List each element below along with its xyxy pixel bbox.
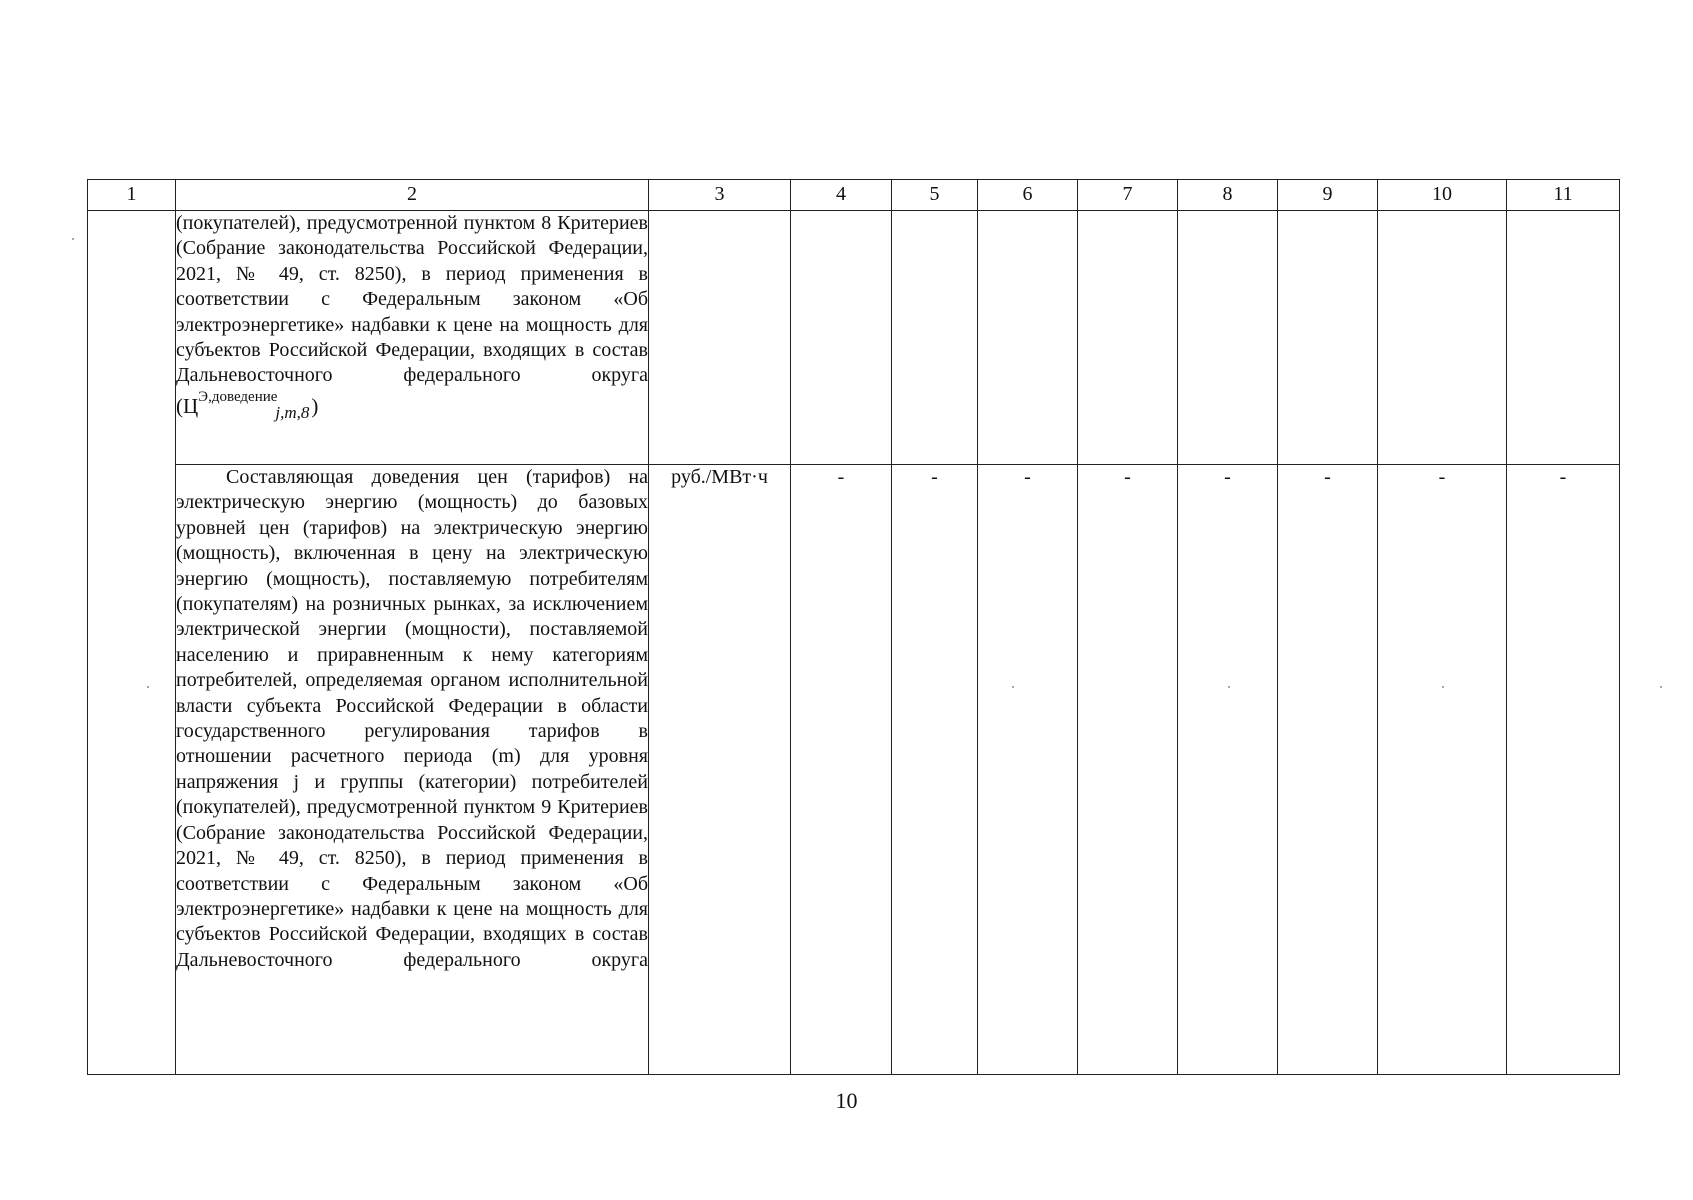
description-cell	[176, 465, 649, 1075]
unit-cell: руб./МВт·ч	[649, 465, 791, 1075]
scan-speck	[147, 686, 149, 688]
header-cell: 6	[978, 180, 1078, 211]
header-cell: 1	[88, 180, 176, 211]
value-cell	[1507, 211, 1620, 465]
value-cell	[978, 211, 1078, 465]
header-cell: 5	[892, 180, 978, 211]
formula-superscript: Э,доведение	[198, 388, 278, 405]
scan-speck	[1442, 686, 1444, 688]
header-cell: 3	[649, 180, 791, 211]
formula	[176, 389, 648, 426]
header-cell: 11	[1507, 180, 1620, 211]
description-cell	[176, 211, 649, 465]
scan-speck	[1660, 686, 1662, 688]
value-cell: -	[978, 465, 1078, 1075]
scan-speck	[1012, 686, 1014, 688]
header-cell: 8	[1178, 180, 1278, 211]
header-cell: 2	[176, 180, 649, 211]
header-cell: 9	[1278, 180, 1378, 211]
table-header-row	[88, 180, 1620, 211]
value-cell	[791, 211, 892, 465]
value-cell	[1378, 211, 1507, 465]
header-cell: 4	[791, 180, 892, 211]
description-text: Составляющая доведения цен (тарифов) на электрическую энергию (мощность) до базовых уровней цен (тарифов) на электрическую энергию (мощность), включенная в цену на электрическую энергию (мощность), поставляемую потребителям (покупателям) на розничных рынках, за исключением электрической энергии (мощности), поставляемой населению и приравненным к нему категориям потребителей, определяемая органом исполнительной власти субъекта Российской Федерации в области государственного регулирования тарифов в отношении расчетного периода (m) для уровня напряжения j и группы (категории) потребителей (покупателей), предусмотренной пунктом 9 Критериев (Собрание законодательства Российской Федерации, 2021, № 49, ст. 8250), в период применения в соответствии с Федеральным законом «Об электроэнергетике» надбавки к цене на мощность для субъектов Российской Федерации, входящих в состав Дальневосточного федерального округа	[176, 466, 648, 971]
value-cell: -	[1078, 465, 1178, 1075]
row-number-cell	[88, 211, 176, 1075]
value-cell: -	[892, 465, 978, 1075]
scan-speck	[1228, 686, 1230, 688]
table-row	[88, 211, 1620, 465]
page-number: 10	[835, 1088, 858, 1113]
value-cell: -	[1507, 465, 1620, 1075]
header-cell: 7	[1078, 180, 1178, 211]
formula-close: )	[311, 393, 319, 418]
data-table	[87, 179, 1620, 1075]
value-cell: -	[1178, 465, 1278, 1075]
header-cell: 10	[1378, 180, 1507, 211]
value-cell: -	[1378, 465, 1507, 1075]
description-text: (покупателей), предусмотренной пунктом 8 Критериев (Собрание законодательства Российской Федерации, 2021, № 49, ст. 8250), в период применения в соответствии с Федеральным законом «Об электроэнергетике» надбавки к цене на мощность для субъектов Российской Федерации, входящих в состав Дальневосточного федерального округа	[176, 212, 648, 387]
formula-symbol: (Ц	[176, 393, 199, 418]
value-cell	[1078, 211, 1178, 465]
value-cell	[1178, 211, 1278, 465]
value-cell	[1278, 211, 1378, 465]
formula-subscript: j,m,8	[275, 403, 310, 423]
scan-speck	[72, 238, 74, 240]
table-row	[88, 465, 1620, 1075]
value-cell: -	[791, 465, 892, 1075]
value-cell: -	[1278, 465, 1378, 1075]
value-cell	[892, 211, 978, 465]
unit-cell	[649, 211, 791, 465]
